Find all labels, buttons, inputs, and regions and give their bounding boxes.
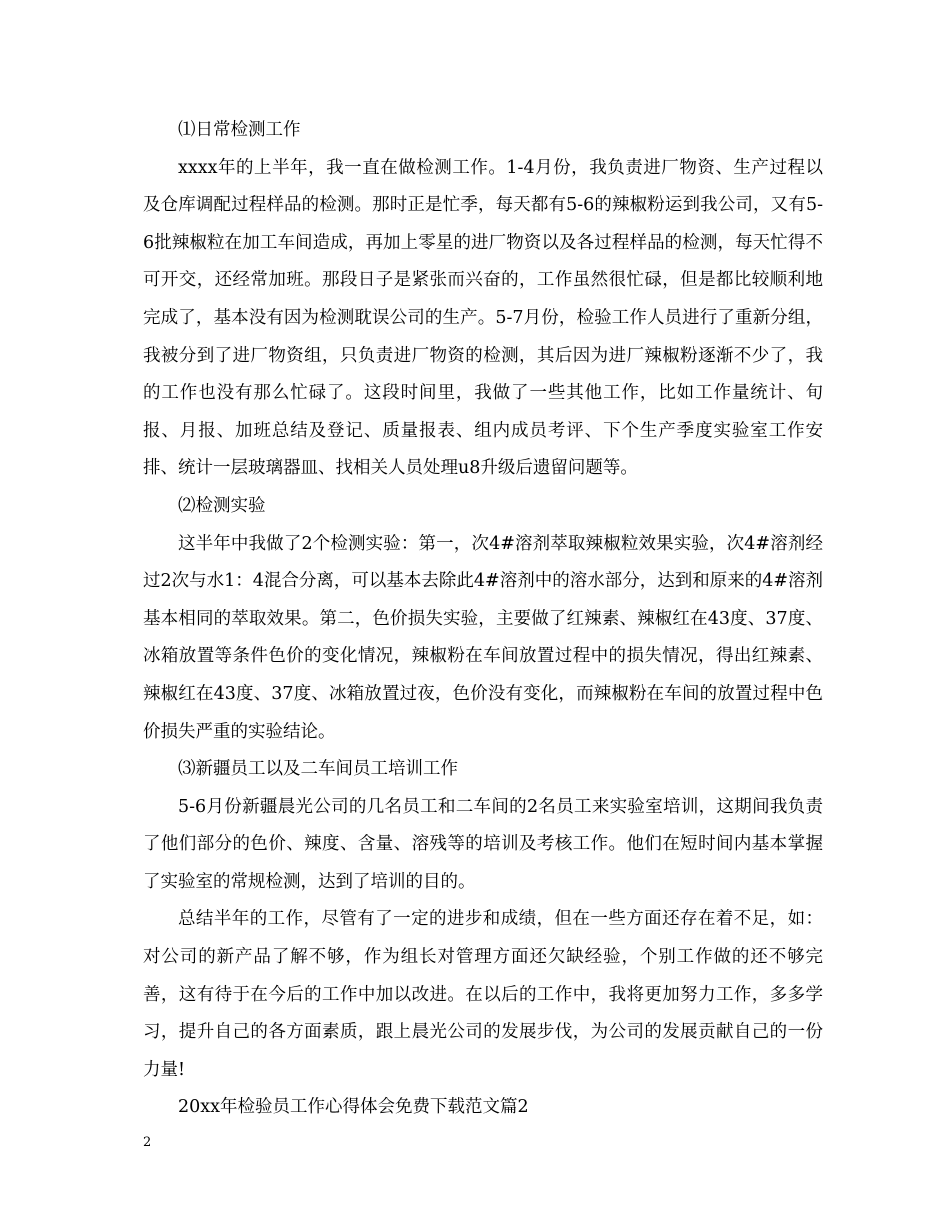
- section-heading-training: ⑶新疆员工以及二车间员工培训工作: [178, 759, 458, 780]
- body-paragraph-experiments: 这半年中我做了2个检测实验：第一，次4#溶剂萃取辣椒粒效果实验，次4#溶剂经过2次与水1：4混合分离，可以基本去除此4#溶剂中的溶水部分，达到和原来的4#溶剂基本相同的萃取效果。第二，色价损失实验，主要做了红辣素、辣椒红在43度、37度、冰箱放置等条件色价的变化情况，辣椒粉在车间放置过程中的损失情况，得出红辣素、辣椒红在43度、37度、冰箱放置过夜，色价没有变化，而辣椒粉在车间的放置过程中色价损失严重的实验结论。: [143, 533, 823, 742]
- page-number: 2: [143, 1135, 152, 1150]
- body-paragraph-training: 5-6月份新疆晨光公司的几名员工和二车间的2名员工来实验室培训，这期间我负责了他们部分的色价、辣度、含量、溶残等的培训及考核工作。他们在短时间内基本掌握了实验室的常规检测，达到了培训的目的。: [143, 796, 823, 892]
- body-paragraph-daily-testing: xxxx年的上半年，我一直在做检测工作。1-4月份，我负责进厂物资、生产过程以及仓库调配过程样品的检测。那时正是忙季，每天都有5-6的辣椒粉运到我公司，又有5-6批辣椒粒在加工车间造成，再加上零星的进厂物资以及各过程样品的检测，每天忙得不可开交，还经常加班。那段日子是紧张而兴奋的，工作虽然很忙碌，但是都比较顺利地完成了，基本没有因为检测耽误公司的生产。5-7月份，检验工作人员进行了重新分组，我被分到了进厂物资组，只负责进厂物资的检测，其后因为进厂辣椒粉逐渐不少了，我的工作也没有那么忙碌了。这段时间里，我做了一些其他工作，比如工作量统计、旬报、月报、加班总结及登记、质量报表、组内成员考评、下个生产季度实验室工作安排、统计一层玻璃器皿、找相关人员处理u8升级后遗留问题等。: [143, 157, 823, 479]
- document-body: [143, 112, 823, 1127]
- section-heading-experiments: ⑵检测实验: [178, 495, 266, 516]
- body-paragraph-summary: 总结半年的工作，尽管有了一定的进步和成绩，但在一些方面还存在着不足，如：对公司的新产品了解不够，作为组长对管理方面还欠缺经验，个别工作做的还不够完善，这有待于在今后的工作中加以改进。在以后的工作中，我将更加努力工作，多多学习，提升自己的各方面素质，跟上晨光公司的发展步伐，为公司的发展贡献自己的一份力量!: [143, 909, 823, 1080]
- next-article-title: 20xx年检验员工作心得体会免费下载范文篇2: [178, 1097, 529, 1118]
- section-heading-daily-testing: ⑴日常检测工作: [178, 120, 301, 140]
